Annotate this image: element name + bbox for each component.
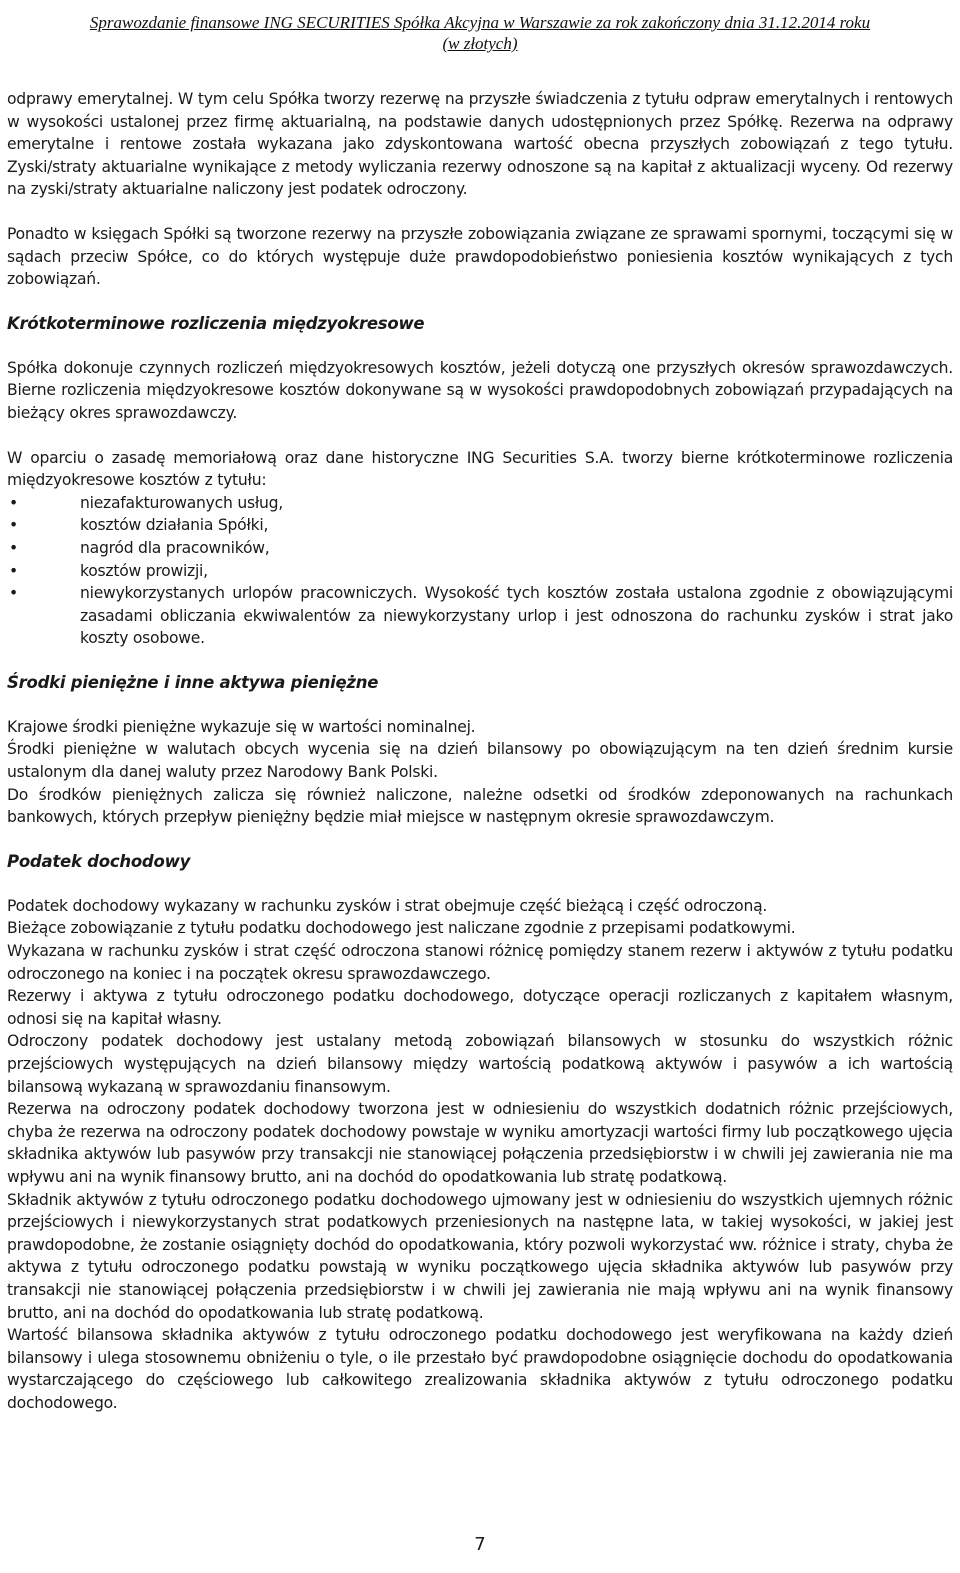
paragraph: W oparciu o zasadę memoriałową oraz dane historyczne ING Securities S.A. tworzy bierne krótkoterminowe rozliczenia międzyokresowe kosztów z tytułu:	[7, 448, 953, 490]
document-body	[7, 88, 953, 1415]
header-title: Sprawozdanie finansowe ING SECURITIES Spółka Akcyjna w Warszawie za rok zakończony dnia 31.12.2014 roku	[89, 13, 871, 32]
paragraph: Środki pieniężne w walutach obcych wycenia się na dzień bilansowy po obowiązującym na ten dzień średnim kursie ustalonym dla danej waluty przez Narodowy Bank Polski.	[7, 740, 953, 782]
paragraph: Odroczony podatek dochodowy jest ustalany metodą zobowiązań bilansowych w stosunku do wszystkich różnic przejściowych występujących na dzień bilansowy między wartością podatkową aktywów i pasywów a ich wartością bilansową wykazaną w sprawozdaniu finansowym.	[7, 1032, 953, 1096]
paragraph: Krajowe środki pieniężne wykazuje się w wartości nominalnej.	[7, 717, 476, 736]
accruals-list	[7, 492, 953, 650]
page-header	[0, 12, 960, 54]
section-title-tax: Podatek dochodowy	[7, 851, 191, 871]
header-currency: (w złotych)	[442, 34, 518, 53]
list-item: • niewykorzystanych urlopów pracowniczych. Wysokość tych kosztów została ustalona zgodnie z obowiązującymi zasadami obliczania ekwiwalentów za niewykorzystany urlop i jest odnoszona do rachunku zysków i strat jako koszty osobowe.	[7, 582, 953, 650]
list-item: • kosztów działania Spółki,	[7, 514, 953, 537]
page-number: 7	[474, 1534, 486, 1555]
paragraph: odprawy emerytalnej. W tym celu Spółka tworzy rezerwę na przyszłe świadczenia z tytułu odpraw emerytalnych i rentowych w wysokości ustalonej przez firmę aktuarialną, na podstawie danych udostępnionych przez Spółkę. Rezerwa na odprawy emerytalne i rentowe została wykazana jako zdyskontowana wartość obecna przyszłych zobowiązań z tego tytułu. Zyski/straty aktuarialne wynikające z metody wyliczania rezerwy odnoszone są na kapitał z aktualizacji wyceny. Od rezerwy na zyski/straty aktuarialne naliczony jest podatek odroczony.	[7, 90, 953, 199]
section-title-accruals: Krótkoterminowe rozliczenia międzyokresowe	[7, 313, 425, 333]
paragraph: Rezerwy i aktywa z tytułu odroczonego podatku dochodowego, dotyczące operacji rozliczanych z kapitałem własnym, odnosi się na kapitał własny.	[7, 987, 953, 1028]
paragraph: Ponadto w księgach Spółki są tworzone rezerwy na przyszłe zobowiązania związane ze sprawami spornymi, toczącymi się w sądach przeciw Spółce, co do których występuje duże prawdopodobieństwo poniesienia kosztów wynikających z tych zobowiązań.	[7, 224, 953, 289]
section-title-cash: Środki pieniężne i inne aktywa pieniężne	[7, 672, 379, 692]
list-item: • niezafakturowanych usług,	[7, 492, 953, 515]
paragraph: Rezerwa na odroczony podatek dochodowy tworzona jest w odniesieniu do wszystkich dodatnich różnic przejściowych, chyba że rezerwa na odroczony podatek dochodowy powstaje w wyniku amortyzacji wartości firmy lub początkowego ujęcia składnika aktywów lub pasywów przy transakcji nie stanowiącej połączenia przedsiębiorstw i w chwili jej zawierania nie ma wpływu ani na wynik finansowy brutto, ani na dochód do opodatkowania lub stratę podatkową.	[7, 1100, 953, 1186]
paragraph: Wartość bilansowa składnika aktywów z tytułu odroczonego podatku dochodowego jest weryfikowana na każdy dzień bilansowy i ulega stosownemu obniżeniu o tyle, o ile przestało być prawdopodobne osiągnięcie dochodu do opodatkowania wystarczającego do częściowego lub całkowitego zrealizowania składnika aktywów z tytułu odroczonego podatku dochodowego.	[7, 1326, 953, 1412]
paragraph: Składnik aktywów z tytułu odroczonego podatku dochodowego ujmowany jest w odniesieniu do wszystkich ujemnych różnic przejściowych i niewykorzystanych strat podatkowych przeniesionych na następne lata, w takiej wysokości, w jakiej jest prawdopodobne, że zostanie osiągnięty dochód do opodatkowania, który pozwoli wykorzystać ww. różnice i straty, chyba że aktywa z tytułu odroczonego podatku powstają w wyniku początkowego ujęcia składnika aktywów lub pasywów przy transakcji nie stanowiącej połączenia przedsiębiorstw i w chwili jej zawierania nie mają wpływu ani na wynik finansowy brutto, ani na dochód do opodatkowania lub stratę podatkową.	[7, 1190, 953, 1322]
paragraph: Spółka dokonuje czynnych rozliczeń międzyokresowych kosztów, jeżeli dotyczą one przyszłych okresów sprawozdawczych. Bierne rozliczenia międzyokresowe kosztów dokonywane są w wysokości prawdopodobnych zobowiązań przypadających na bieżący okres sprawozdawczy.	[7, 358, 953, 422]
paragraph: Bieżące zobowiązanie z tytułu podatku dochodowego jest naliczane zgodnie z przepisami podatkowymi.	[7, 919, 796, 938]
paragraph: Do środków pieniężnych zalicza się również naliczone, należne odsetki od środków zdeponowanych na rachunkach bankowych, których przepływ pieniężny będzie miał miejsce w następnym okresie sprawozdawczym.	[7, 785, 953, 827]
paragraph: Podatek dochodowy wykazany w rachunku zysków i strat obejmuje część bieżącą i część odroczoną.	[7, 896, 768, 915]
paragraph: Wykazana w rachunku zysków i strat część odroczona stanowi różnicę pomiędzy stanem rezerw i aktywów z tytułu podatku odroczonego na koniec i na początek okresu sprawozdawczego.	[7, 942, 953, 983]
list-item: • kosztów prowizji,	[7, 560, 953, 583]
list-item: • nagród dla pracowników,	[7, 537, 953, 560]
